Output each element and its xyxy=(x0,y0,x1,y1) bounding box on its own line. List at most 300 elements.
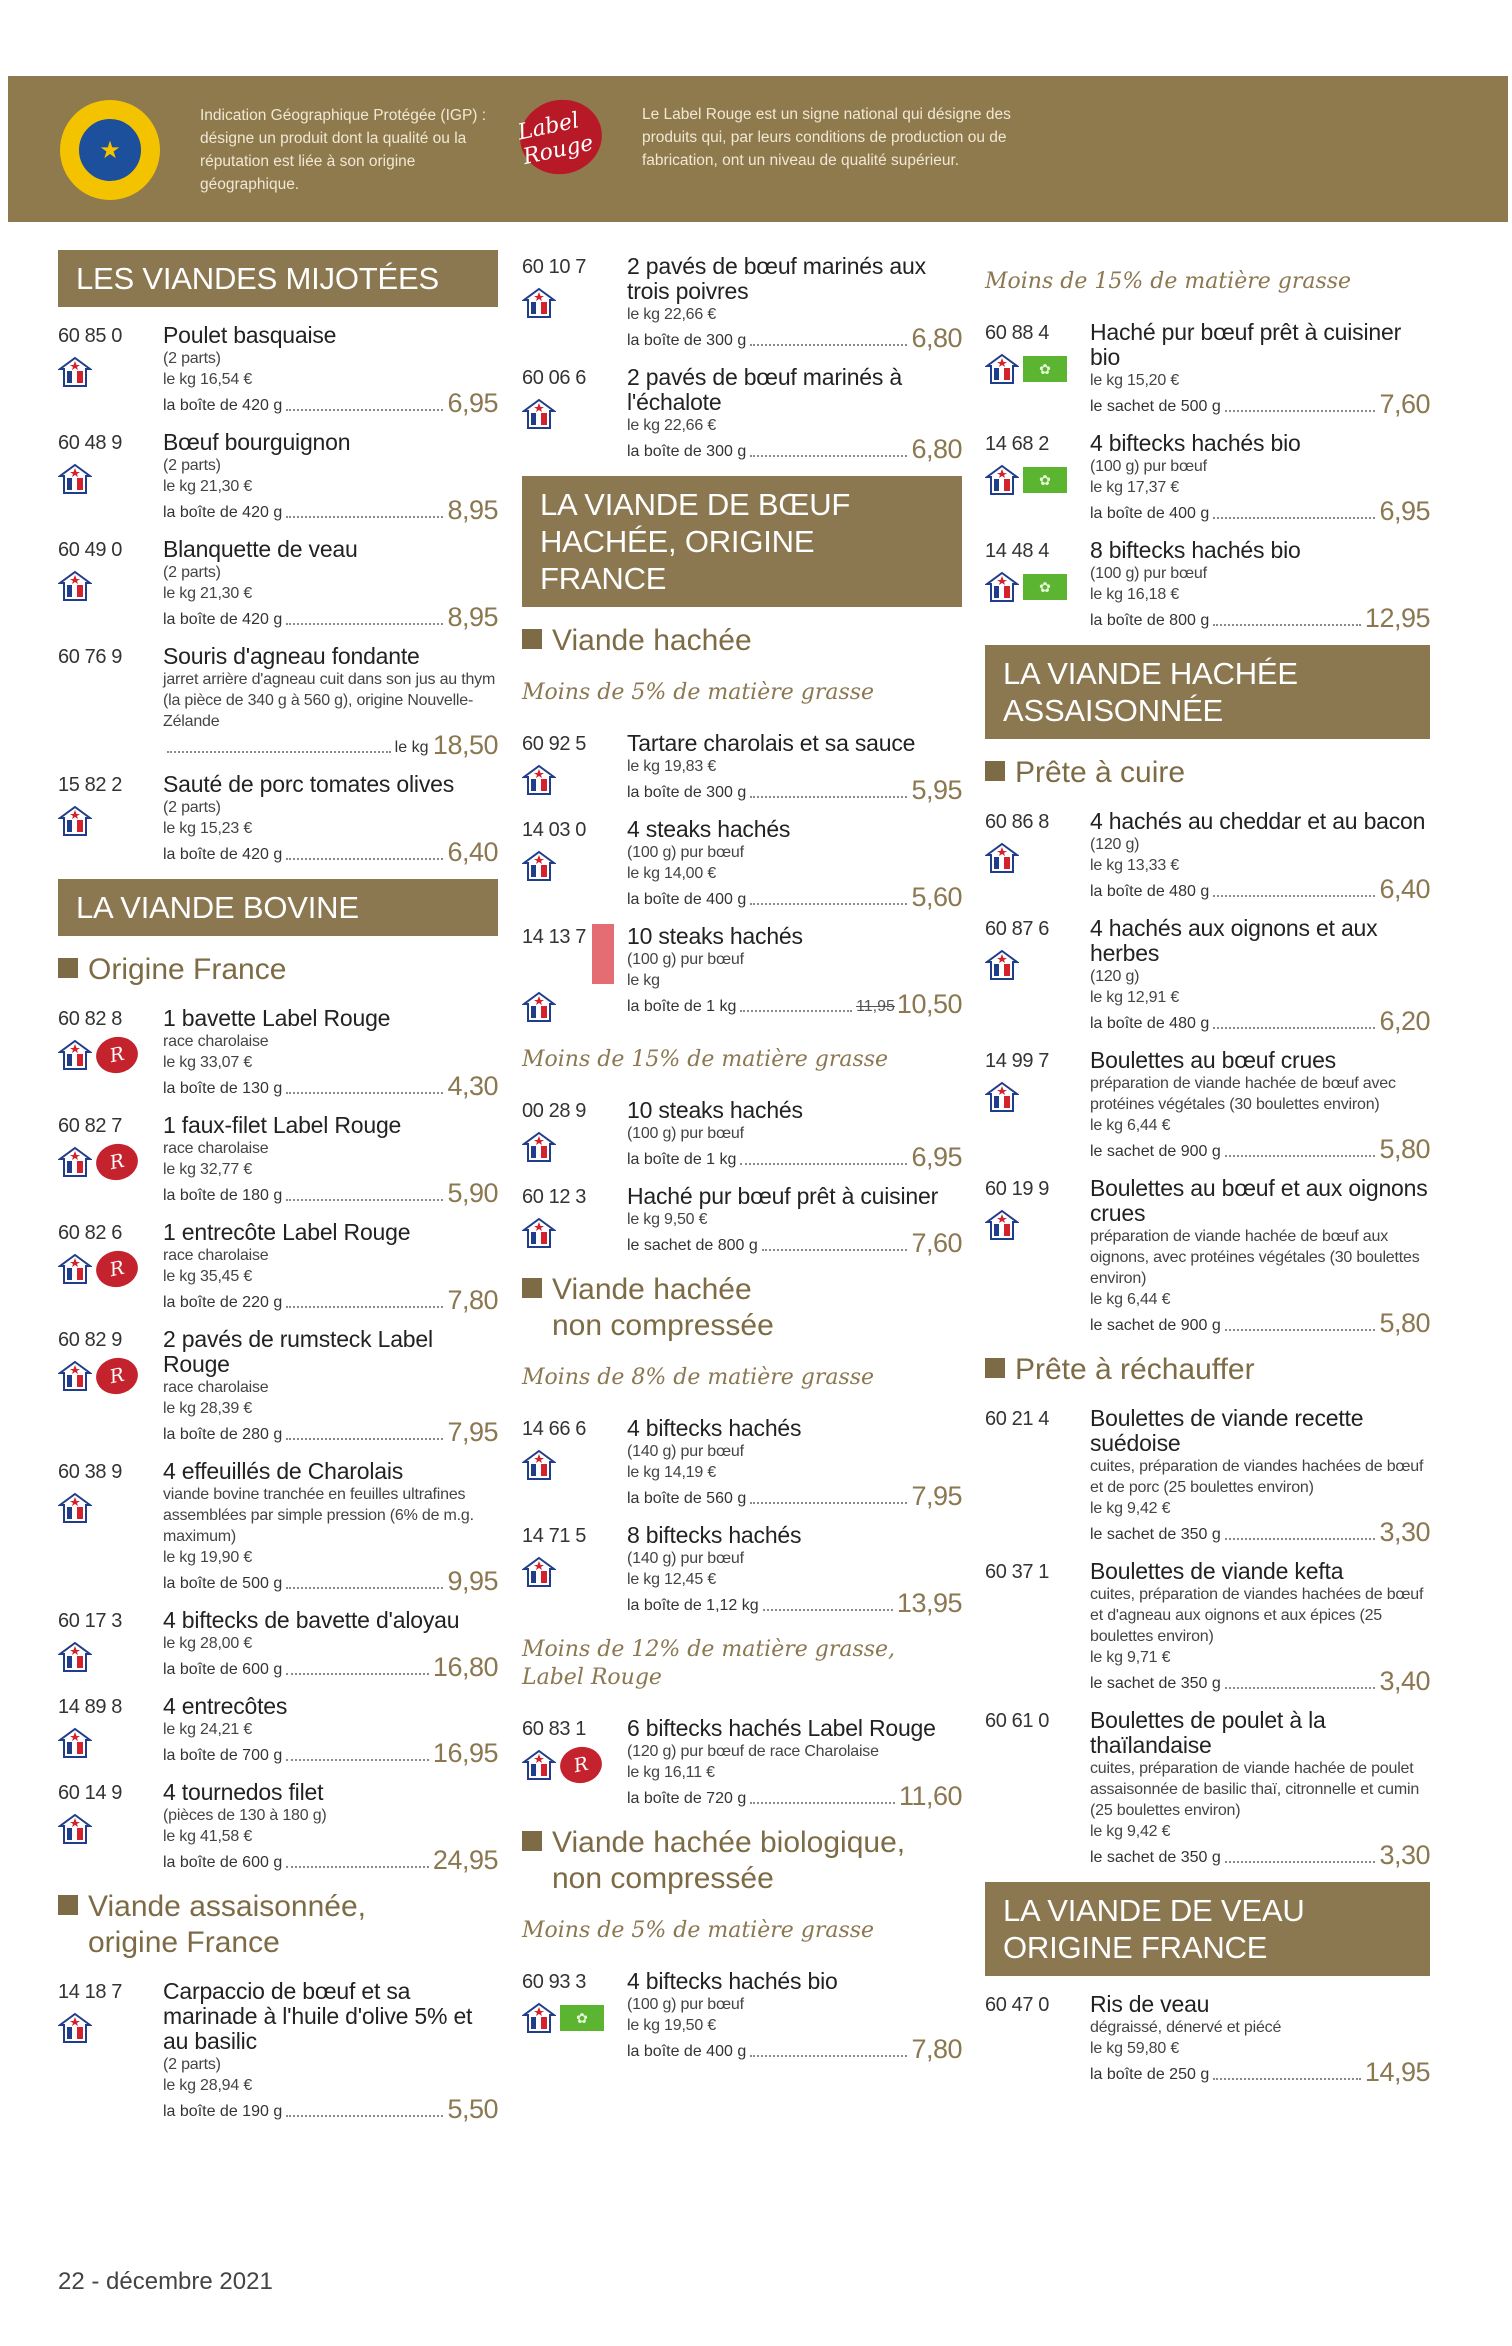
product-name: Boulettes de poulet à la thaïlandaise xyxy=(1090,1707,1326,1758)
pack-size: la boîte de 180 g xyxy=(163,1187,283,1204)
pack-size: le sachet de 500 g xyxy=(1090,398,1221,415)
product-code: 60 82 8 xyxy=(58,1008,122,1030)
product-item xyxy=(58,1608,498,1680)
section-title: LA VIANDE BOVINE xyxy=(58,879,498,936)
price-per-kg: le kg 16,54 € xyxy=(163,371,253,388)
product-code: 14 89 8 xyxy=(58,1696,122,1718)
product-item xyxy=(985,320,1430,417)
bio-leaf-icon: ✿ xyxy=(1023,467,1067,493)
price: 6,95 xyxy=(1379,496,1430,526)
product-item xyxy=(985,1708,1430,1868)
label-rouge-logo-icon: Label Rouge xyxy=(513,92,609,181)
price-per-kg: le kg 16,18 € xyxy=(1090,586,1180,603)
price-per-kg: le kg 19,90 € xyxy=(163,1549,253,1566)
product-desc: (100 g) pur bœuf xyxy=(627,951,744,968)
product-desc: jarret arrière d'agneau cuit dans son jus au thym (la pièce de 340 g à 560 g), origine Nouvelle-Zélande xyxy=(163,671,496,730)
product-item xyxy=(522,365,962,462)
product-desc: (pièces de 130 à 180 g) xyxy=(163,1807,327,1824)
product-code: 14 99 7 xyxy=(985,1050,1049,1072)
price: 16,80 xyxy=(432,1652,498,1682)
price: 12,95 xyxy=(1364,603,1430,633)
product-name: 4 steaks hachés xyxy=(627,816,791,842)
product-code: 60 48 9 xyxy=(58,432,122,454)
product-code: 60 85 0 xyxy=(58,325,122,347)
price: 5,95 xyxy=(911,775,962,805)
pack-size: le sachet de 800 g xyxy=(627,1237,758,1254)
price-per-kg: le kg 15,23 € xyxy=(163,820,253,837)
product-item xyxy=(58,772,498,865)
product-code: 60 12 3 xyxy=(522,1186,586,1208)
france-origin-icon xyxy=(985,1081,1019,1113)
france-origin-icon xyxy=(522,850,556,882)
product-code: 14 66 6 xyxy=(522,1418,586,1440)
product-name: 2 pavés de bœuf marinés aux trois poivres xyxy=(627,253,926,304)
france-origin-icon xyxy=(58,1146,92,1178)
price: 16,95 xyxy=(432,1738,498,1768)
product-name: Sauté de porc tomates olives xyxy=(163,771,455,797)
price-per-kg: le kg 6,44 € xyxy=(1090,1117,1171,1134)
product-item xyxy=(522,1716,962,1809)
product-name: Souris d'agneau fondante xyxy=(163,643,420,669)
pack-size: la boîte de 130 g xyxy=(163,1080,283,1097)
product-code: 60 76 9 xyxy=(58,646,122,668)
price: 24,95 xyxy=(432,1845,498,1875)
product-desc: (120 g) pur bœuf de race Charolaise xyxy=(627,1743,879,1760)
product-item xyxy=(522,1523,962,1616)
price: 5,60 xyxy=(911,882,962,912)
france-origin-icon xyxy=(985,464,1019,496)
fat-content-heading: Moins de 8% de matière grasse xyxy=(522,1365,875,1390)
pack-size: la boîte de 720 g xyxy=(627,1790,747,1807)
product-desc: (100 g) pur bœuf xyxy=(627,844,744,861)
product-name: 4 hachés au cheddar et au bacon xyxy=(1090,808,1426,834)
price: 13,95 xyxy=(896,1588,962,1618)
subsection-title: Prête à réchauffer xyxy=(985,1352,1430,1388)
product-name: 2 pavés de bœuf marinés à l'échalote xyxy=(627,364,902,415)
price: 7,95 xyxy=(911,1481,962,1511)
price: 6,95 xyxy=(447,388,498,418)
product-name: 2 pavés de rumsteck Label Rouge xyxy=(163,1326,433,1377)
price: 8,95 xyxy=(447,602,498,632)
pack-size: la boîte de 480 g xyxy=(1090,883,1210,900)
pack-size: le kg xyxy=(394,739,429,756)
bio-leaf-icon: ✿ xyxy=(560,2005,604,2031)
france-origin-icon xyxy=(522,991,556,1023)
pack-size: la boîte de 420 g xyxy=(163,846,283,863)
price-per-kg: le kg 19,50 € xyxy=(627,2017,717,2034)
product-item xyxy=(58,430,498,523)
price-per-kg: le kg 22,66 € xyxy=(627,306,717,323)
pack-size: la boîte de 190 g xyxy=(163,2103,283,2120)
page-footer: 22 - décembre 2021 xyxy=(58,2268,273,2295)
product-item xyxy=(985,1406,1430,1545)
price-per-kg: le kg 15,20 € xyxy=(1090,372,1180,389)
france-origin-icon xyxy=(522,1131,556,1163)
old-price: 11,95 xyxy=(856,998,895,1015)
fat-content-heading: Moins de 15% de matière grasse xyxy=(985,269,1352,294)
product-name: Boulettes au bœuf et aux oignons crues xyxy=(1090,1175,1428,1226)
label-rouge-text: Le Label Rouge est un signe national qui désigne des produits qui, par leurs conditions de production ou de fabrication, ont un niveau de qualité supérieur. xyxy=(642,105,1011,169)
pack-size: la boîte de 480 g xyxy=(1090,1015,1210,1032)
subsection-title: Prête à cuire xyxy=(985,755,1430,791)
france-origin-icon xyxy=(522,1217,556,1249)
product-desc: (2 parts) xyxy=(163,799,221,816)
product-name: 4 biftecks de bavette d'aloyau xyxy=(163,1607,460,1633)
product-name: 8 biftecks hachés xyxy=(627,1522,802,1548)
france-origin-icon xyxy=(985,842,1019,874)
price-per-kg: le kg 14,19 € xyxy=(627,1464,717,1481)
pack-size: la boîte de 420 g xyxy=(163,397,283,414)
france-origin-icon xyxy=(58,1641,92,1673)
france-origin-icon xyxy=(58,1813,92,1845)
france-origin-icon xyxy=(522,1749,556,1781)
price: 8,95 xyxy=(447,495,498,525)
product-desc: (2 parts) xyxy=(163,350,221,367)
price: 10,50 xyxy=(896,989,962,1019)
product-code: 14 13 7 xyxy=(522,926,586,948)
product-desc: viande bovine tranchée en feuilles ultrafines assemblées par simple pression (6% de m.g. maximum) xyxy=(163,1486,474,1545)
product-name: Tartare charolais et sa sauce xyxy=(627,730,916,756)
subsection-title: Viande assaisonnée, origine France xyxy=(58,1889,498,1961)
product-name: Ris de veau xyxy=(1090,1991,1210,2017)
france-origin-icon xyxy=(58,1492,92,1524)
price: 9,95 xyxy=(447,1566,498,1596)
product-name: 4 effeuillés de Charolais xyxy=(163,1458,404,1484)
product-item xyxy=(985,538,1430,631)
subsection-title: Origine France xyxy=(58,952,498,988)
subsection-title: Viande hachée biologique, non compressée xyxy=(522,1825,962,1897)
product-item xyxy=(522,254,962,351)
section-title: LA VIANDE DE BŒUF HACHÉE, ORIGINE FRANCE xyxy=(522,476,962,607)
product-item xyxy=(522,924,962,1026)
product-code: 60 87 6 xyxy=(985,918,1049,940)
product-code: 60 82 6 xyxy=(58,1222,122,1244)
product-item xyxy=(985,1048,1430,1162)
product-item xyxy=(58,1979,498,2122)
product-name: 10 steaks hachés xyxy=(627,1097,803,1123)
price-per-kg: le kg 9,42 € xyxy=(1090,1500,1171,1517)
product-name: 4 biftecks hachés bio xyxy=(627,1968,838,1994)
product-item xyxy=(985,1559,1430,1694)
igp-text: Indication Géographique Protégée (IGP) : désigne un produit dont la qualité ou la réputation est liée à son origine géographique. xyxy=(200,107,487,193)
product-code: 60 17 3 xyxy=(58,1610,122,1632)
product-code: 60 14 9 xyxy=(58,1782,122,1804)
product-desc: (140 g) pur bœuf xyxy=(627,1550,744,1567)
product-name: 4 tournedos filet xyxy=(163,1779,324,1805)
price: 6,40 xyxy=(1379,874,1430,904)
product-code: 60 83 1 xyxy=(522,1718,586,1740)
column-2 xyxy=(522,254,962,2076)
bio-leaf-icon: ✿ xyxy=(1023,356,1067,382)
product-code: 14 68 2 xyxy=(985,433,1049,455)
product-name: Haché pur bœuf prêt à cuisiner bio xyxy=(1090,319,1402,370)
product-desc: préparation de viande hachée de bœuf avec protéines végétales (30 boulettes environ) xyxy=(1090,1075,1396,1113)
fat-content-heading: Moins de 15% de matière grasse xyxy=(522,1047,889,1072)
price-per-kg: le kg 19,83 € xyxy=(627,758,717,775)
price-per-kg: le kg 9,42 € xyxy=(1090,1823,1171,1840)
price: 5,50 xyxy=(447,2094,498,2124)
france-origin-icon xyxy=(58,356,92,388)
subsection-title: Viande hachée xyxy=(522,623,962,659)
price: 5,80 xyxy=(1379,1308,1430,1338)
product-desc: dégraissé, dénervé et piécé xyxy=(1090,2019,1282,2036)
product-desc: race charolaise xyxy=(163,1379,269,1396)
product-code: 14 71 5 xyxy=(522,1525,586,1547)
product-code: 60 06 6 xyxy=(522,367,586,389)
product-code: 60 19 9 xyxy=(985,1178,1049,1200)
pack-size: la boîte de 300 g xyxy=(627,443,747,460)
pack-size: la boîte de 1 kg xyxy=(627,998,737,1015)
price: 5,80 xyxy=(1379,1134,1430,1164)
label-info-banner xyxy=(8,76,1508,222)
product-item xyxy=(58,1780,498,1873)
promo-badge-icon xyxy=(592,924,614,984)
label-rouge-icon: R xyxy=(93,1140,142,1184)
price: 14,95 xyxy=(1364,2057,1430,2087)
france-origin-icon xyxy=(58,1727,92,1759)
product-desc: (100 g) pur bœuf xyxy=(627,1125,744,1142)
product-name: Haché pur bœuf prêt à cuisiner xyxy=(627,1183,939,1209)
product-desc: cuites, préparation de viande hachée de poulet assaisonnée de basilic thaï, citronnelle et cumin (25 boulettes environ) xyxy=(1090,1760,1420,1819)
pack-size: la boîte de 400 g xyxy=(1090,505,1210,522)
product-name: Poulet basquaise xyxy=(163,322,337,348)
pack-size: la boîte de 300 g xyxy=(627,784,747,801)
product-code: 00 28 9 xyxy=(522,1100,586,1122)
product-code: 14 03 0 xyxy=(522,819,586,841)
product-desc: race charolaise xyxy=(163,1140,269,1157)
section-title: LES VIANDES MIJOTÉES xyxy=(58,250,498,307)
fat-content-heading: Moins de 5% de matière grasse xyxy=(522,680,875,705)
product-name: 1 entrecôte Label Rouge xyxy=(163,1219,411,1245)
product-desc: préparation de viande hachée de bœuf aux oignons, avec protéines végétales (30 boulettes environ) xyxy=(1090,1228,1420,1287)
price-per-kg: le kg 24,21 € xyxy=(163,1721,253,1738)
price: 7,80 xyxy=(911,2034,962,2064)
france-origin-icon xyxy=(985,571,1019,603)
product-name: Boulettes de viande recette suédoise xyxy=(1090,1405,1364,1456)
bio-leaf-icon: ✿ xyxy=(1023,574,1067,600)
product-item xyxy=(522,1098,962,1170)
price-per-kg: le kg 59,80 € xyxy=(1090,2040,1180,2057)
product-name: 10 steaks hachés xyxy=(627,923,803,949)
price-per-kg: le kg xyxy=(627,972,660,989)
subsection-title: Viande hachée non compressée xyxy=(522,1272,962,1344)
pack-size: la boîte de 220 g xyxy=(163,1294,283,1311)
product-desc: race charolaise xyxy=(163,1033,269,1050)
igp-info xyxy=(60,100,505,200)
pack-size: la boîte de 1 kg xyxy=(627,1151,737,1168)
product-item xyxy=(985,1176,1430,1336)
igp-icon: ★ xyxy=(60,100,160,200)
pack-size: le sachet de 350 g xyxy=(1090,1526,1221,1543)
pack-size: la boîte de 420 g xyxy=(163,611,283,628)
product-item xyxy=(58,323,498,416)
product-item xyxy=(58,1006,498,1099)
price-per-kg: le kg 16,11 € xyxy=(627,1764,715,1781)
product-item xyxy=(522,1184,962,1256)
product-name: 4 hachés aux oignons et aux herbes xyxy=(1090,915,1378,966)
pack-size: le sachet de 350 g xyxy=(1090,1849,1221,1866)
product-code: 60 21 4 xyxy=(985,1408,1049,1430)
product-item xyxy=(58,1327,498,1445)
product-desc: (2 parts) xyxy=(163,457,221,474)
product-desc: cuites, préparation de viandes hachées de bœuf et de porc (25 boulettes environ) xyxy=(1090,1458,1424,1496)
price-per-kg: le kg 12,45 € xyxy=(627,1571,717,1588)
product-item xyxy=(58,644,498,758)
france-origin-icon xyxy=(985,1209,1019,1241)
price-per-kg: le kg 28,39 € xyxy=(163,1400,253,1417)
product-code: 60 47 0 xyxy=(985,1994,1049,2016)
product-code: 60 38 9 xyxy=(58,1461,122,1483)
product-item xyxy=(58,1220,498,1313)
product-name: 4 biftecks hachés xyxy=(627,1415,802,1441)
product-desc: (2 parts) xyxy=(163,564,221,581)
product-item xyxy=(985,916,1430,1034)
price-per-kg: le kg 12,91 € xyxy=(1090,989,1180,1006)
price: 4,30 xyxy=(447,1071,498,1101)
section-title: LA VIANDE DE VEAU ORIGINE FRANCE xyxy=(985,1882,1430,1976)
price-per-kg: le kg 21,30 € xyxy=(163,585,253,602)
label-rouge-icon: R xyxy=(557,1743,606,1787)
product-desc: race charolaise xyxy=(163,1247,269,1264)
price: 7,95 xyxy=(447,1417,498,1447)
product-code: 60 37 1 xyxy=(985,1561,1049,1583)
product-name: Boulettes au bœuf crues xyxy=(1090,1047,1336,1073)
price: 6,20 xyxy=(1379,1006,1430,1036)
label-rouge-icon: R xyxy=(93,1247,142,1291)
label-rouge-info xyxy=(515,100,1032,174)
product-code: 60 93 3 xyxy=(522,1971,586,1993)
price-per-kg: le kg 9,50 € xyxy=(627,1211,708,1228)
product-item xyxy=(522,731,962,803)
price: 11,60 xyxy=(898,1781,962,1811)
pack-size: le sachet de 900 g xyxy=(1090,1143,1221,1160)
product-desc: (100 g) pur bœuf xyxy=(1090,458,1207,475)
product-code: 60 88 4 xyxy=(985,322,1049,344)
price: 3,40 xyxy=(1379,1666,1430,1696)
price-per-kg: le kg 9,71 € xyxy=(1090,1649,1171,1666)
product-item xyxy=(522,1969,962,2062)
france-origin-icon xyxy=(522,764,556,796)
product-name: Carpaccio de bœuf et sa marinade à l'huile d'olive 5% et au basilic xyxy=(163,1978,473,2054)
price: 7,80 xyxy=(447,1285,498,1315)
product-name: 1 bavette Label Rouge xyxy=(163,1005,391,1031)
product-name: 6 biftecks hachés Label Rouge xyxy=(627,1715,936,1741)
label-rouge-icon: R xyxy=(93,1354,142,1398)
price-per-kg: le kg 33,07 € xyxy=(163,1054,253,1071)
pack-size: la boîte de 560 g xyxy=(627,1490,747,1507)
product-code: 60 10 7 xyxy=(522,256,586,278)
product-code: 60 61 0 xyxy=(985,1710,1049,1732)
product-item xyxy=(985,1992,1430,2085)
price: 3,30 xyxy=(1379,1840,1430,1870)
fat-content-heading: Moins de 5% de matière grasse xyxy=(522,1918,875,1943)
product-desc: (120 g) xyxy=(1090,968,1140,985)
france-origin-icon xyxy=(522,287,556,319)
price: 6,80 xyxy=(911,323,962,353)
product-name: 1 faux-filet Label Rouge xyxy=(163,1112,402,1138)
product-item xyxy=(985,431,1430,524)
pack-size: la boîte de 1,12 kg xyxy=(627,1597,759,1614)
price: 3,30 xyxy=(1379,1517,1430,1547)
france-origin-icon xyxy=(58,570,92,602)
price-per-kg: le kg 6,44 € xyxy=(1090,1291,1171,1308)
product-code: 14 48 4 xyxy=(985,540,1049,562)
france-origin-icon xyxy=(522,2002,556,2034)
product-name: Bœuf bourguignon xyxy=(163,429,351,455)
france-origin-icon xyxy=(58,2012,92,2044)
price: 6,95 xyxy=(911,1142,962,1172)
pack-size: le sachet de 900 g xyxy=(1090,1317,1221,1334)
pack-size: la boîte de 250 g xyxy=(1090,2066,1210,2083)
pack-size: la boîte de 420 g xyxy=(163,504,283,521)
pack-size: la boîte de 800 g xyxy=(1090,612,1210,629)
france-origin-icon xyxy=(58,1039,92,1071)
price-per-kg: le kg 28,94 € xyxy=(163,2077,253,2094)
price: 6,80 xyxy=(911,434,962,464)
product-item xyxy=(985,809,1430,902)
product-desc: (100 g) pur bœuf xyxy=(627,1996,744,2013)
product-desc: (120 g) xyxy=(1090,836,1140,853)
france-origin-icon xyxy=(522,1449,556,1481)
product-desc: cuites, préparation de viandes hachées de bœuf et d'agneau aux oignons et aux épices (25 boulettes environ) xyxy=(1090,1586,1424,1645)
column-3 xyxy=(985,262,1430,2099)
product-code: 15 82 2 xyxy=(58,774,122,796)
pack-size: la boîte de 500 g xyxy=(163,1575,283,1592)
pack-size: la boîte de 400 g xyxy=(627,891,747,908)
product-code: 60 49 0 xyxy=(58,539,122,561)
france-origin-icon xyxy=(58,1253,92,1285)
pack-size: la boîte de 600 g xyxy=(163,1661,283,1678)
product-code: 60 82 9 xyxy=(58,1329,122,1351)
price-per-kg: le kg 35,45 € xyxy=(163,1268,253,1285)
price: 6,40 xyxy=(447,837,498,867)
product-item xyxy=(58,1113,498,1206)
france-origin-icon xyxy=(58,805,92,837)
france-origin-icon xyxy=(58,1360,92,1392)
product-code: 60 86 8 xyxy=(985,811,1049,833)
pack-size: la boîte de 280 g xyxy=(163,1426,283,1443)
price-per-kg: le kg 41,58 € xyxy=(163,1828,253,1845)
product-item xyxy=(58,1694,498,1766)
pack-size: la boîte de 300 g xyxy=(627,332,747,349)
product-desc: (100 g) pur bœuf xyxy=(1090,565,1207,582)
product-name: 4 entrecôtes xyxy=(163,1693,288,1719)
pack-size: la boîte de 600 g xyxy=(163,1854,283,1871)
price: 7,60 xyxy=(1379,389,1430,419)
pack-size: la boîte de 700 g xyxy=(163,1747,283,1764)
france-origin-icon xyxy=(985,949,1019,981)
product-item xyxy=(522,817,962,910)
product-desc: (140 g) pur bœuf xyxy=(627,1443,744,1460)
price-per-kg: le kg 22,66 € xyxy=(627,417,717,434)
france-origin-icon xyxy=(58,463,92,495)
product-code: 14 18 7 xyxy=(58,1981,122,2003)
product-name: Blanquette de veau xyxy=(163,536,358,562)
price-per-kg: le kg 14,00 € xyxy=(627,865,717,882)
product-item xyxy=(522,1416,962,1509)
pack-size: la boîte de 400 g xyxy=(627,2043,747,2060)
price: 7,60 xyxy=(911,1228,962,1258)
product-name: 8 biftecks hachés bio xyxy=(1090,537,1301,563)
label-rouge-icon: R xyxy=(93,1033,142,1077)
product-name: 4 biftecks hachés bio xyxy=(1090,430,1301,456)
column-1 xyxy=(58,250,498,2136)
product-code: 60 82 7 xyxy=(58,1115,122,1137)
product-item xyxy=(58,1459,498,1594)
price-per-kg: le kg 13,33 € xyxy=(1090,857,1180,874)
fat-content-heading: Moins de 12% de matière grasse, Label Rouge xyxy=(522,1637,896,1690)
price-per-kg: le kg 32,77 € xyxy=(163,1161,253,1178)
